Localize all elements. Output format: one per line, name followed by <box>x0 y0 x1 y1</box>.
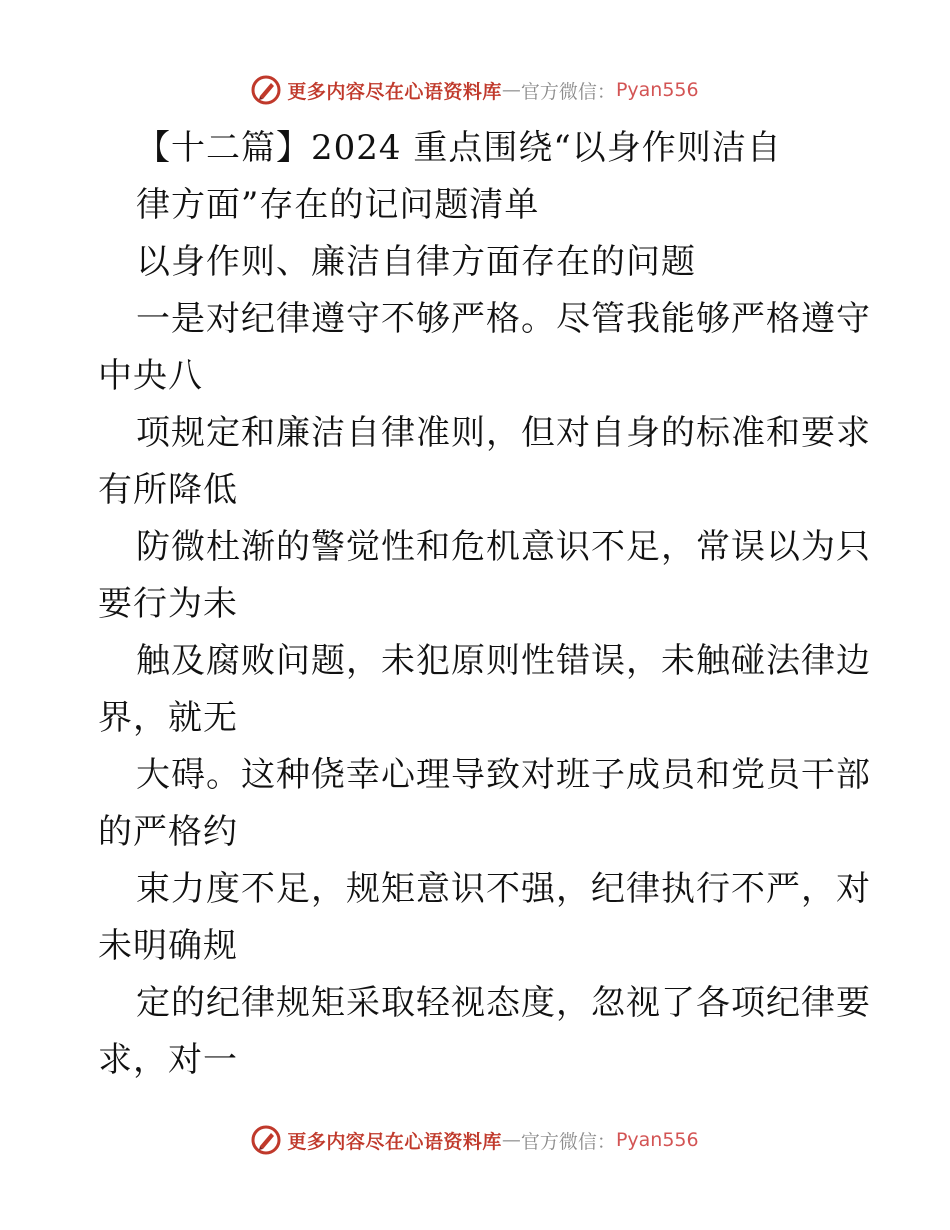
doc-paragraph-line: 未明确规 <box>98 926 238 966</box>
doc-paragraph-line: 项规定和廉洁自律准则，但对自身的标准和要求 <box>136 413 871 453</box>
banner-wechat-id: Pyan556 <box>615 1129 699 1151</box>
banner-dash: — <box>501 79 521 101</box>
banner-site-name: 更多内容尽在心语资料库 <box>287 1130 502 1153</box>
banner-wechat-id: Pyan556 <box>615 79 699 101</box>
doc-paragraph-line: 一是对纪律遵守不够严格。尽管我能够严格遵守 <box>136 299 871 339</box>
doc-paragraph-line: 的严格约 <box>98 812 238 852</box>
banner-wechat-label: 官方微信： <box>520 80 616 103</box>
doc-title-line-1: 【十二篇】2024 重点围绕“以身作则洁自 <box>136 128 782 168</box>
banner-wechat-label: 官方微信： <box>520 1130 616 1153</box>
pen-logo-icon <box>251 1125 281 1155</box>
doc-paragraph-line: 有所降低 <box>98 470 238 510</box>
doc-paragraph-line: 触及腐败问题，未犯原则性错误，未触碰法律边 <box>136 641 871 681</box>
doc-paragraph-line: 中央八 <box>98 356 203 396</box>
doc-paragraph-line: 防微杜渐的警觉性和危机意识不足，常误以为只 <box>136 527 871 567</box>
footer-banner <box>0 1120 950 1160</box>
doc-paragraph-line: 界，就无 <box>98 698 238 738</box>
doc-paragraph-line: 求，对一 <box>98 1040 238 1080</box>
banner-dash: — <box>501 1129 521 1151</box>
pen-logo-icon <box>251 75 281 105</box>
doc-paragraph-line: 束力度不足，规矩意识不强，纪律执行不严，对 <box>136 869 871 909</box>
doc-title-line-2: 律方面”存在的记问题清单 <box>136 185 540 225</box>
doc-paragraph-line: 大碍。这种侥幸心理导致对班子成员和党员干部 <box>136 755 871 795</box>
doc-paragraph-line: 要行为未 <box>98 584 238 624</box>
header-banner <box>0 70 950 110</box>
document-content <box>98 120 871 1089</box>
banner-site-name: 更多内容尽在心语资料库 <box>287 80 502 103</box>
doc-paragraph-line: 定的纪律规矩采取轻视态度，忽视了各项纪律要 <box>136 983 871 1023</box>
doc-subheading: 以身作则、廉洁自律方面存在的问题 <box>136 242 696 282</box>
